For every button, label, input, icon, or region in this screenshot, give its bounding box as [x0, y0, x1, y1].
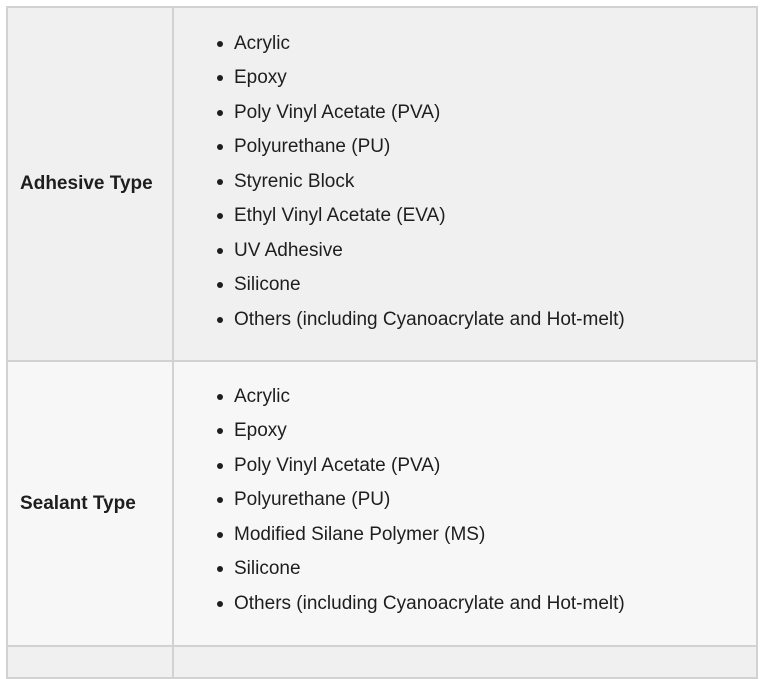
- list-item-text: Epoxy: [234, 67, 287, 89]
- list-item-text: Acrylic: [234, 32, 290, 54]
- list-item-text: Styrenic Block: [234, 170, 355, 192]
- list-item: [234, 27, 756, 62]
- list-item-text: Ethyl Vinyl Acetate (EVA): [234, 205, 446, 227]
- bullet-icon: [217, 248, 223, 254]
- row-label-adhesive-type: Adhesive Type: [7, 7, 173, 361]
- list-item: [234, 303, 756, 338]
- list-item-text: Silicone: [234, 274, 301, 296]
- adhesive-type-list-cell: [173, 7, 757, 361]
- list-item: [234, 587, 756, 622]
- list-item-text: Polyurethane (PU): [234, 136, 391, 158]
- bullet-icon: [217, 144, 223, 150]
- list-item-text: Others (including Cyanoacrylate and Hot-melt): [234, 592, 625, 614]
- bullet-icon: [217, 601, 223, 607]
- bullet-icon: [217, 110, 223, 116]
- list-item: [234, 234, 756, 269]
- list-item-text: Silicone: [234, 558, 301, 580]
- list-item: [234, 552, 756, 587]
- list-item-text: Modified Silane Polymer (MS): [234, 523, 486, 545]
- list-item: [234, 414, 756, 449]
- product-type-table: [6, 6, 758, 679]
- bullet-icon: [217, 566, 223, 572]
- table-row-partial: [7, 646, 757, 678]
- partial-cell-right: [173, 646, 757, 678]
- list-item-text: Poly Vinyl Acetate (PVA): [234, 101, 441, 123]
- partial-cell-left: [7, 646, 173, 678]
- bullet-icon: [217, 394, 223, 400]
- list-item: [234, 518, 756, 553]
- list-item-text: Acrylic: [234, 385, 290, 407]
- bullet-icon: [217, 428, 223, 434]
- bullet-icon: [217, 532, 223, 538]
- list-item-text: Polyurethane (PU): [234, 489, 391, 511]
- list-item: [234, 380, 756, 415]
- row-label-sealant-type: Sealant Type: [7, 361, 173, 646]
- bullet-icon: [217, 282, 223, 288]
- sealant-type-list: [174, 380, 756, 622]
- adhesive-type-list: [174, 27, 756, 338]
- bullet-icon: [217, 41, 223, 47]
- list-item: [234, 483, 756, 518]
- list-item: [234, 61, 756, 96]
- list-item-text: Others (including Cyanoacrylate and Hot-melt): [234, 308, 625, 330]
- list-item: [234, 96, 756, 131]
- product-type-table-container: [6, 6, 756, 679]
- table-row-sealant-type: [7, 361, 757, 646]
- list-item: [234, 199, 756, 234]
- sealant-type-list-cell: [173, 361, 757, 646]
- bullet-icon: [217, 463, 223, 469]
- list-item-text: Poly Vinyl Acetate (PVA): [234, 454, 441, 476]
- bullet-icon: [217, 75, 223, 81]
- bullet-icon: [217, 179, 223, 185]
- list-item: [234, 449, 756, 484]
- list-item-text: UV Adhesive: [234, 239, 343, 261]
- list-item-text: Epoxy: [234, 420, 287, 442]
- list-item: [234, 165, 756, 200]
- list-item: [234, 268, 756, 303]
- bullet-icon: [217, 317, 223, 323]
- bullet-icon: [217, 213, 223, 219]
- list-item: [234, 130, 756, 165]
- bullet-icon: [217, 497, 223, 503]
- table-row-adhesive-type: [7, 7, 757, 361]
